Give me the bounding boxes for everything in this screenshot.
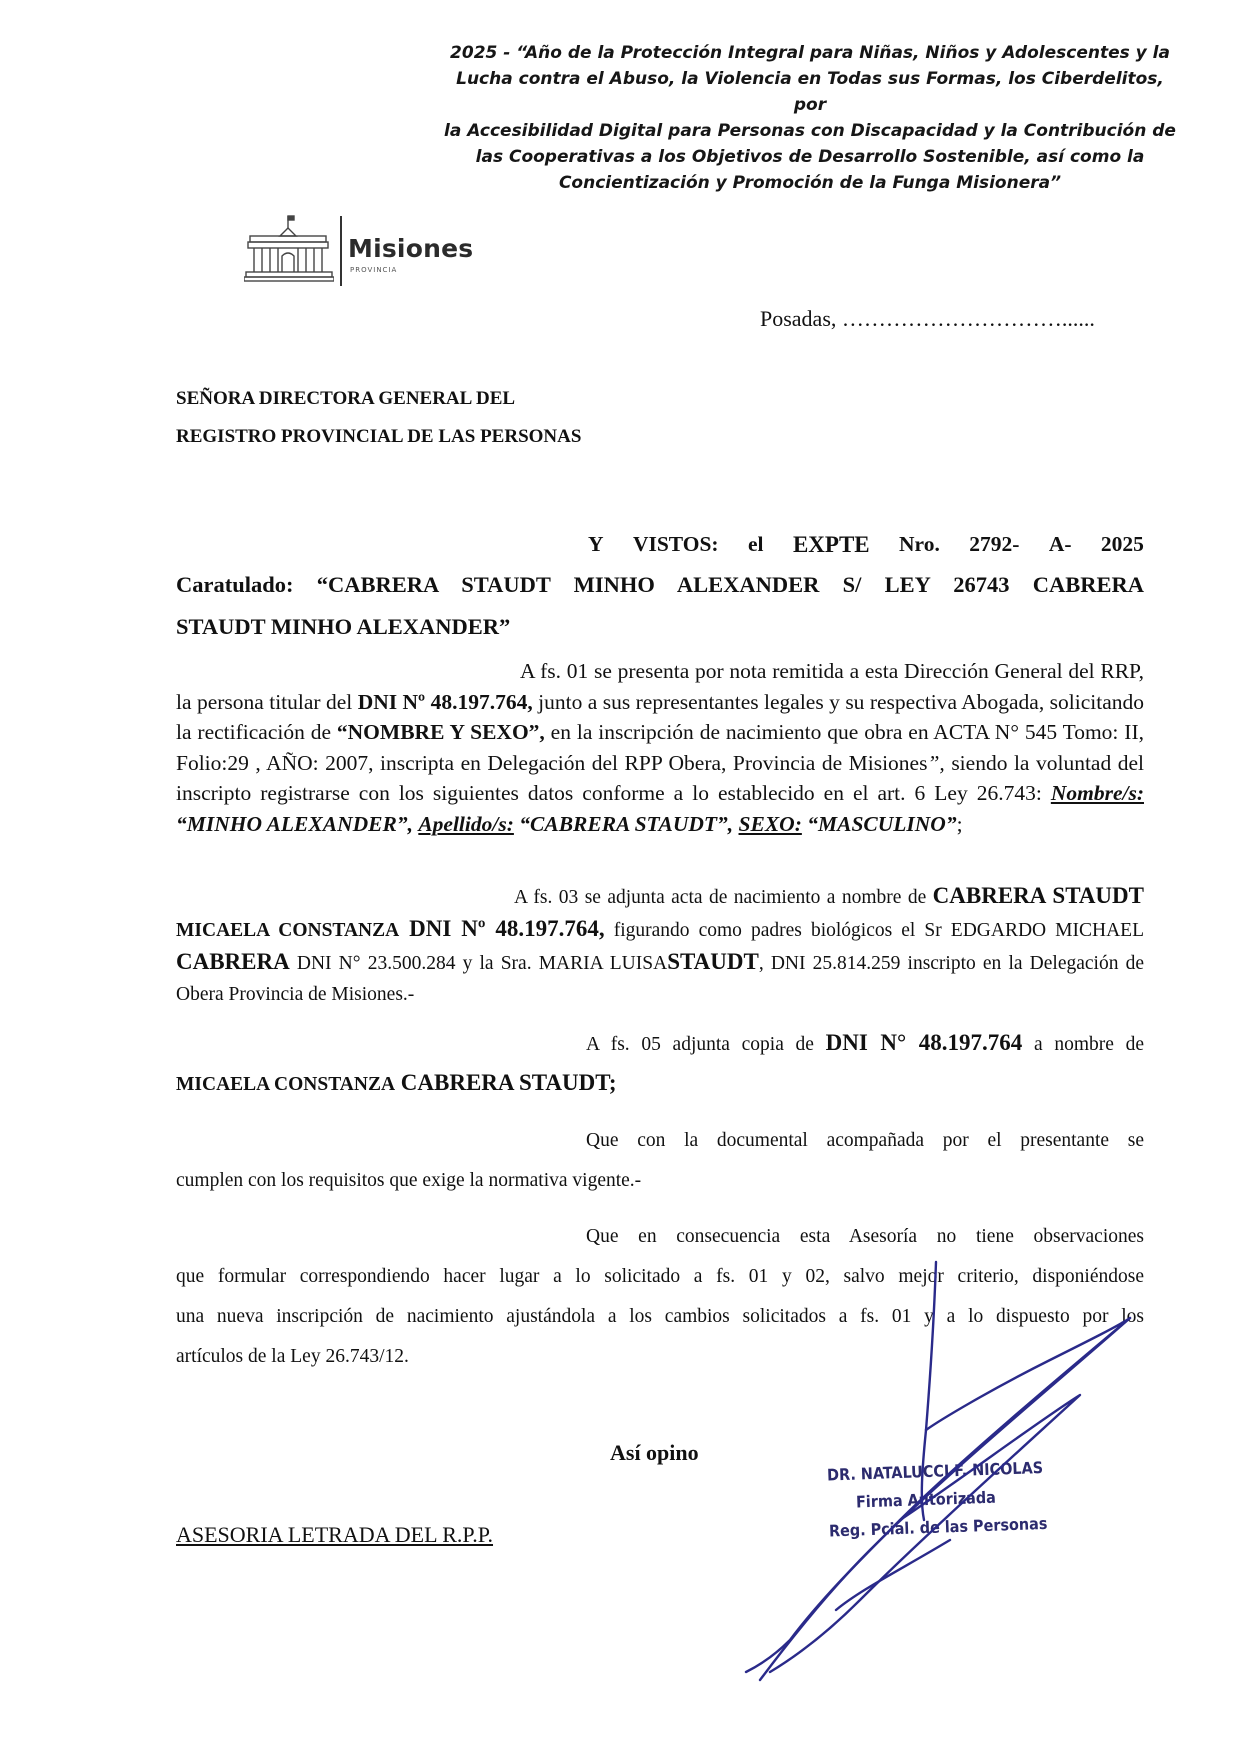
paragraph-fs05-line-1 xyxy=(586,1030,1144,1056)
motto-line: la Accesibilidad Digital para Personas con Discapacidad y la Contribución de xyxy=(444,121,1176,141)
p3-end: ; xyxy=(608,1070,617,1095)
vistos-word: el xyxy=(748,532,764,556)
paragraph-conclusion-line-3: una nueva inscripción de nacimiento ajustándola a los cambios solicitados a fs. 01 y a lo dispuesto por los xyxy=(176,1306,1144,1327)
caratulado-label: Caratulado: xyxy=(176,572,294,597)
vistos-word: 2792- xyxy=(969,532,1020,556)
stamp-line: DR. NATALUCCI F. NICOLAS xyxy=(826,1457,1044,1485)
government-building-icon xyxy=(244,212,334,288)
paragraph-fs01 xyxy=(176,656,1144,839)
motto-line: Concientización y Promoción de la Funga Misionera” xyxy=(558,173,1062,193)
logo-name: Misiones xyxy=(348,234,474,263)
paragraph-conclusion-line-1: Que en consecuencia esta Asesoría no tiene observaciones xyxy=(586,1226,1144,1247)
paragraph-conclusion-line-2: que formular correspondiendo hacer lugar a lo solicitado a fs. 01 y 02, salvo mejor criterio, disponiéndose xyxy=(176,1266,1144,1287)
caratulado-line-2: STAUDT MINHO ALEXANDER” xyxy=(176,614,511,639)
vistos-word: 2025 xyxy=(1100,532,1144,556)
name-bold: MICAELA CONSTANZA xyxy=(176,1074,396,1095)
name-bold: MICAELA CONSTANZA xyxy=(176,920,400,941)
misiones-logo xyxy=(244,212,504,292)
addressee-line-2: REGISTRO PROVINCIAL DE LAS PERSONAS xyxy=(176,426,582,447)
stamp-line: Firma Autorizada xyxy=(855,1487,997,1512)
sexo-value: “MASCULINO” xyxy=(801,811,957,836)
logo-divider xyxy=(340,216,342,286)
date-line: Posadas, …………………………...... xyxy=(760,306,1095,331)
closing-opino: Así opino xyxy=(610,1440,699,1465)
asesoria-signature-line: ASESORIA LETRADA DEL R.P.P. xyxy=(176,1522,494,1547)
paragraph-documental-line-2: cumplen con los requisitos que exige la normativa vigente.- xyxy=(176,1170,642,1191)
p3-text: A fs. 05 adjunta copia de xyxy=(586,1034,826,1055)
apellido-label: Apellido/s: xyxy=(418,811,514,836)
nombre-value: “MINHO ALEXANDER”, xyxy=(176,811,413,836)
p1-end: ; xyxy=(956,811,963,836)
p1-quote: ”, xyxy=(927,750,945,775)
p2-text: figurando como padres biológicos el Sr EDGARDO MICHAEL xyxy=(604,920,1144,941)
authorization-stamp xyxy=(826,1455,1048,1546)
dni-number: DNI Nº 48.197.764, xyxy=(399,916,605,941)
caratulado-line-1 xyxy=(176,572,1144,598)
dni-number: DNI N° 48.197.764 xyxy=(825,1030,1023,1055)
sexo-label: SEXO: xyxy=(738,811,802,836)
p1-text: siendo la voluntad del inscripto registrarse con los siguientes datos conforme a lo establecido en el art. 6 Ley 26.743: xyxy=(176,750,1144,805)
vistos-word: Nro. xyxy=(899,532,940,556)
vistos-word: A- xyxy=(1048,532,1072,556)
paragraph-conclusion-line-4: artículos de la Ley 26.743/12. xyxy=(176,1346,409,1367)
paragraph-fs03 xyxy=(176,880,1144,1010)
stamp-line: Reg. Pcial. de las Personas xyxy=(828,1513,1048,1541)
p2-text: A fs. 03 se adjunta acta de nacimiento a nombre de xyxy=(514,887,933,908)
p2-text: , DNI 25.814.259 inscripto en la Delegación de Obera Provincia de Misiones.- xyxy=(176,953,1144,1005)
name-bold: CABRERA STAUDT xyxy=(932,883,1144,908)
vistos-line xyxy=(588,532,1144,558)
paragraph-documental-line-1: Que con la documental acompañada por el presentante se xyxy=(586,1130,1144,1151)
p1-text: A fs. 01 se presenta por nota remitida a esta Dirección General del RRP, la persona titular del xyxy=(176,659,1144,714)
dni-number: DNI Nº 48.197.764, xyxy=(357,689,533,714)
vistos-word: VISTOS: xyxy=(632,532,719,556)
father-surname: CABRERA xyxy=(176,949,290,974)
p3-text: a nombre de xyxy=(1022,1034,1144,1055)
motto-line: Lucha contra el Abuso, la Violencia en Todas sus Formas, los Ciberdelitos, por xyxy=(456,69,1164,115)
paragraph-fs05-line-2 xyxy=(176,1070,617,1096)
p2-text: DNI N° 23.500.284 y la Sra. MARIA LUISA xyxy=(289,953,668,974)
motto-line: 2025 - “Año de la Protección Integral para Niñas, Niños y Adolescentes y la xyxy=(450,43,1170,63)
addressee-line-1: SEÑORA DIRECTORA GENERAL DEL xyxy=(176,388,516,409)
name-bold: CABRERA STAUDT xyxy=(395,1070,609,1095)
caratulado-title: “CABRERA STAUDT MINHO ALEXANDER S/ LEY 26743 CABRERA xyxy=(316,572,1145,597)
header-motto xyxy=(440,40,1180,196)
logo-subtitle: PROVINCIA xyxy=(350,266,398,274)
p1-text: junto a sus representantes legales y su respectiva Abogada, solicitando la rectificación de xyxy=(176,689,1144,744)
apellido-value: “CABRERA STAUDT”, xyxy=(513,811,734,836)
vistos-word: EXPTE xyxy=(792,532,870,557)
motto-line: las Cooperativas a los Objetivos de Desarrollo Sostenible, así como la xyxy=(475,147,1145,167)
mother-surname: STAUDT xyxy=(667,949,759,974)
p1-text: en la inscripción de nacimiento que obra en ACTA N° 545 Tomo: II, Folio:29 , AÑO: 2007, inscripta en Delegación del RPP Obera, Provincia de Misiones xyxy=(176,720,1144,775)
nombre-sexo: “NOMBRE Y SEXO”, xyxy=(336,720,545,744)
nombre-label: Nombre/s: xyxy=(1050,781,1144,805)
vistos-word: Y xyxy=(588,532,604,556)
